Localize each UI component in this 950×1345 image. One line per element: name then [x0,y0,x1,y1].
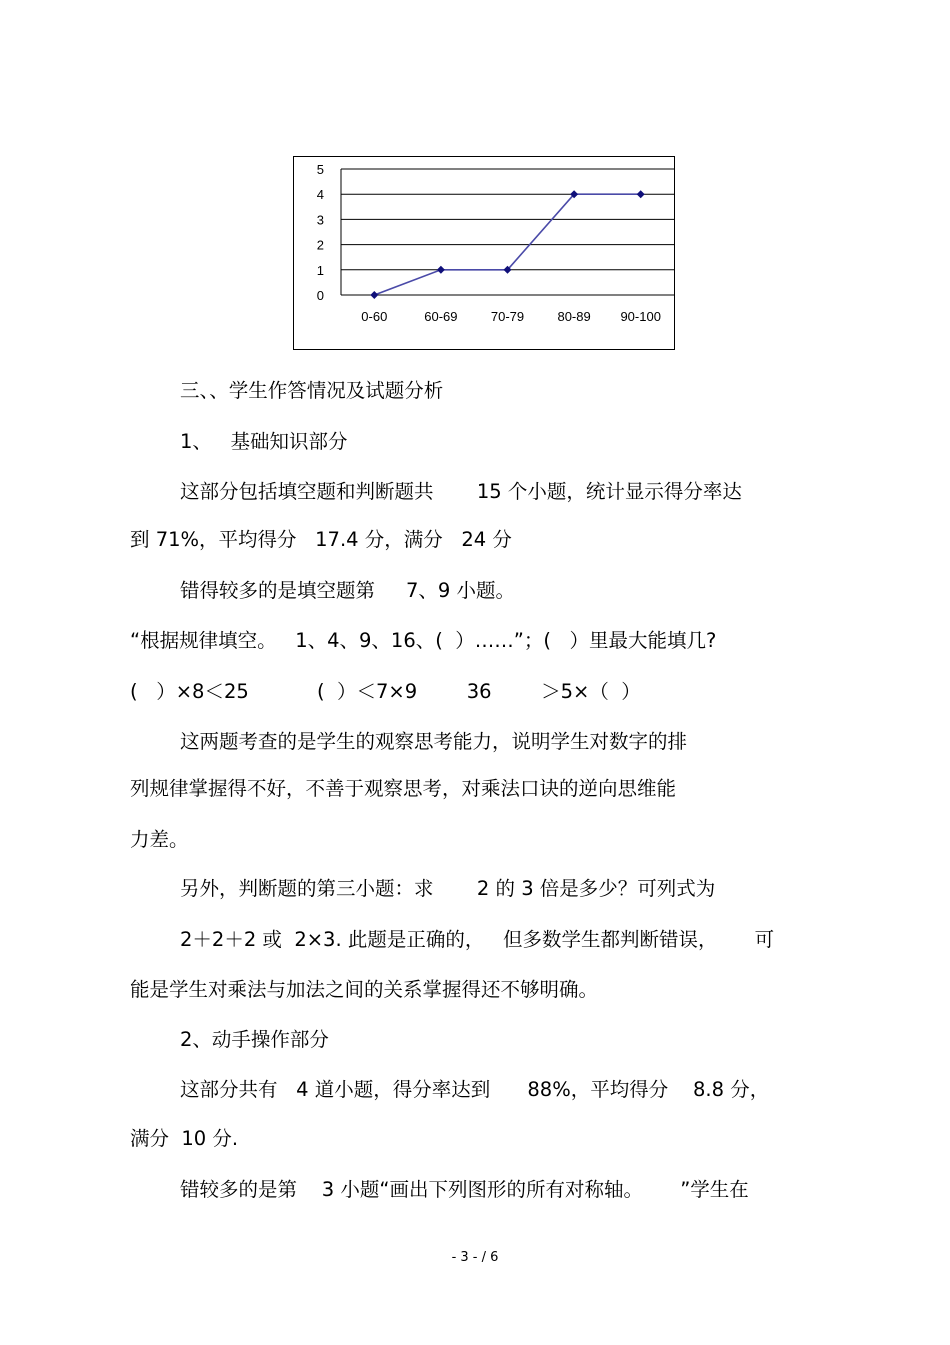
x-tick-label: 0-60 [361,309,388,324]
paragraph-2: 错得较多的是填空题第 7、9 小题。 [180,579,516,602]
paragraph-3-line-3: 力差。 [130,828,189,851]
score-distribution-chart [293,156,675,350]
data-point [370,291,378,299]
subheading-basic-knowledge: 1、 基础知识部分 [180,430,348,453]
x-tick-label: 70-79 [490,309,525,324]
page-number: - 3 - / 6 [451,1250,499,1265]
paragraph-6: 错较多的是第 3 小题“画出下列图形的所有对称轴。 ”学生在 [180,1178,749,1201]
question-expressions: ( ）×8＜25 ( ）＜7×9 36 ＞5×（ ） [130,680,641,703]
chart-svg [294,157,674,349]
x-tick-label: 60-69 [424,309,458,324]
y-tick-label: 0 [316,288,324,303]
x-tick-label: 80-89 [557,309,591,324]
paragraph-4-line-1: 另外，判断题的第三小题：求 2 的 3 倍是多少？可列式为 [180,877,716,900]
paragraph-5-line-2: 满分 10 分. [130,1127,239,1150]
data-point [437,266,445,274]
paragraph-1-line-2: 到 71%，平均得分 17.4 分，满分 24 分 [130,528,512,551]
x-tick-label: 90-100 [620,309,661,324]
paragraph-5-line-1: 这部分共有 4 道小题，得分率达到 88%，平均得分 8.8 分， [180,1078,770,1101]
section-heading-3: 三、、学生作答情况及试题分析 [180,379,444,402]
paragraph-1-line-1: 这部分包括填空题和判断题共 15 个小题，统计显示得分率达 [180,480,742,503]
paragraph-4-line-3: 能是学生对乘法与加法之间的关系掌握得还不够明确。 [130,978,599,1001]
y-tick-label: 3 [316,212,324,228]
y-tick-label: 2 [316,237,324,253]
subheading-hands-on: 2、动手操作部分 [180,1028,329,1051]
y-tick-label: 1 [316,262,324,278]
paragraph-3-line-1: 这两题考查的是学生的观察思考能力，说明学生对数字的排 [180,730,688,753]
question-quote: “根据规律填空。 1、4、9、16、( ）……”；( ）里最大能填几? [130,629,717,652]
paragraph-3-line-2: 列规律掌握得不好，不善于观察思考，对乘法口诀的逆向思维能 [130,777,677,800]
y-tick-label: 4 [316,187,324,203]
y-tick-label: 5 [316,162,324,177]
data-point [637,190,645,198]
paragraph-4-line-2: 2＋2＋2 或 2×3. 此题是正确的， 但多数学生都判断错误， 可 [180,928,775,951]
